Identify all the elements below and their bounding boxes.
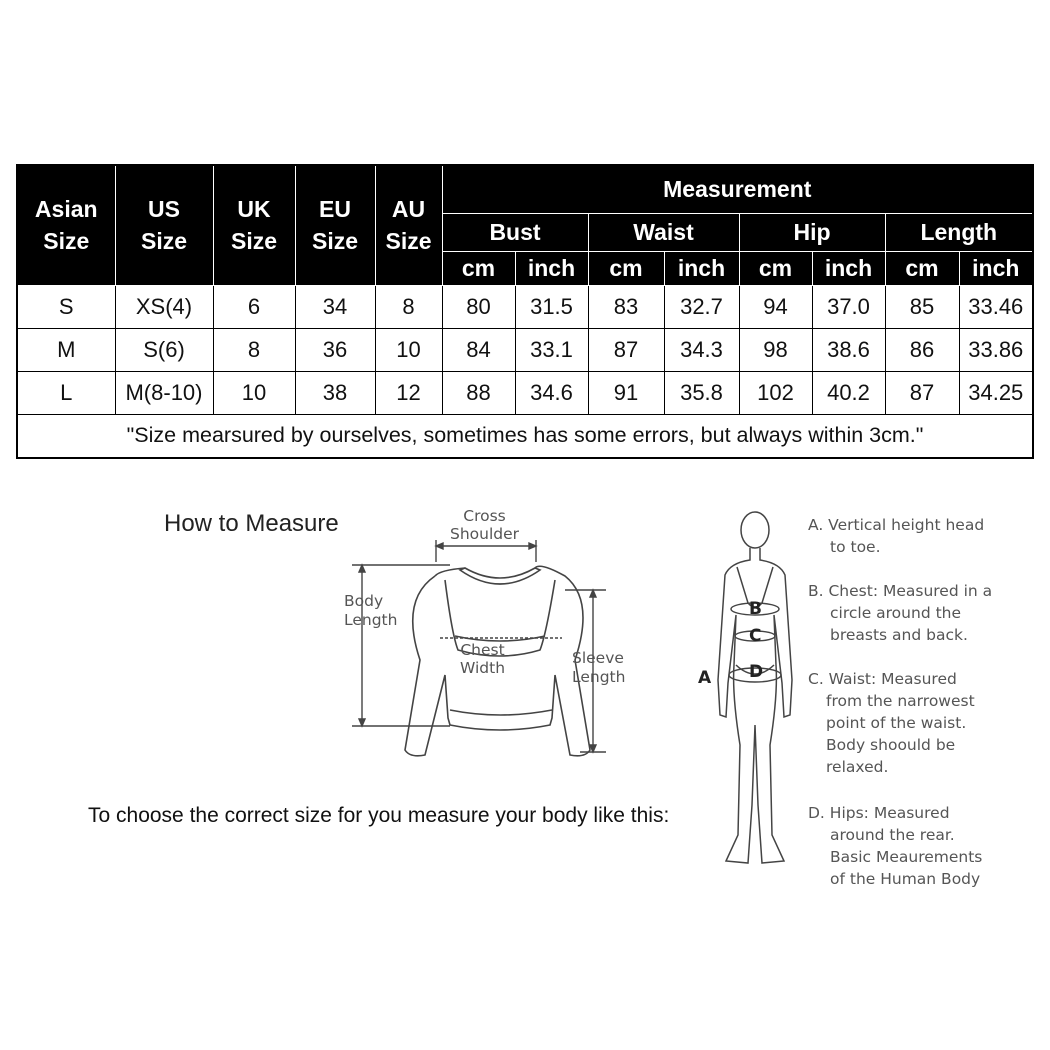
table-cell: M(8-10) <box>115 371 213 414</box>
table-cell: L <box>17 371 115 414</box>
table-cell: 8 <box>375 285 442 328</box>
header-unit: inch <box>959 251 1033 285</box>
cross-shoulder-label: Cross Shoulder <box>450 507 520 543</box>
header-measurement: Measurement <box>442 165 1033 213</box>
human-body-figure <box>710 505 800 875</box>
table-cell: 33.86 <box>959 328 1033 371</box>
table-cell: 84 <box>442 328 515 371</box>
table-cell: 86 <box>885 328 959 371</box>
table-cell: 80 <box>442 285 515 328</box>
size-note: "Size mearsured by ourselves, sometimes has some errors, but always within 3cm." <box>17 414 1033 458</box>
how-to-measure-title: How to Measure <box>164 510 339 537</box>
header-unit: cm <box>588 251 664 285</box>
letter-b: B <box>749 599 762 619</box>
table-cell: 83 <box>588 285 664 328</box>
header-bust: Bust <box>442 213 588 251</box>
chest-width-label: Chest Width <box>460 641 506 677</box>
body-length-label: Body Length <box>344 592 398 629</box>
header-unit: cm <box>442 251 515 285</box>
header-length: Length <box>885 213 1033 251</box>
header-unit: cm <box>885 251 959 285</box>
table-cell: 35.8 <box>664 371 739 414</box>
header-hip: Hip <box>739 213 885 251</box>
header-unit: cm <box>739 251 812 285</box>
table-cell: 34.3 <box>664 328 739 371</box>
table-cell: XS(4) <box>115 285 213 328</box>
table-cell: S(6) <box>115 328 213 371</box>
table-cell: 31.5 <box>515 285 588 328</box>
table-cell: 91 <box>588 371 664 414</box>
header-us-size: US Size <box>115 165 213 285</box>
letter-c: C <box>749 626 762 646</box>
letter-a: A <box>698 668 712 688</box>
note-d: D. Hips: Measured around the rear. Basic Meaurements of the Human Body <box>808 804 983 888</box>
header-unit: inch <box>812 251 885 285</box>
table-cell: 10 <box>375 328 442 371</box>
size-chart-table <box>16 164 1034 459</box>
table-cell: 38.6 <box>812 328 885 371</box>
table-cell: 34 <box>295 285 375 328</box>
table-cell: 94 <box>739 285 812 328</box>
table-cell: M <box>17 328 115 371</box>
note-a: A. Vertical height head to toe. <box>808 516 985 556</box>
header-waist: Waist <box>588 213 739 251</box>
measure-instruction: To choose the correct size for you measure your body like this: <box>88 804 670 827</box>
header-eu-size: EU Size <box>295 165 375 285</box>
letter-d: D <box>749 662 764 682</box>
table-cell: 102 <box>739 371 812 414</box>
header-unit: inch <box>664 251 739 285</box>
note-c: C. Waist: Measured from the narrowest point of the waist. Body shoould be relaxed. <box>808 670 975 776</box>
header-unit: inch <box>515 251 588 285</box>
header-asian-size: Asian Size <box>17 165 115 285</box>
table-cell: 37.0 <box>812 285 885 328</box>
table-row <box>17 285 1033 328</box>
note-b: B. Chest: Measured in a circle around the breasts and back. <box>808 582 993 644</box>
table-cell: 6 <box>213 285 295 328</box>
header-au-size: AU Size <box>375 165 442 285</box>
table-cell: 33.1 <box>515 328 588 371</box>
table-row <box>17 328 1033 371</box>
table-cell: 87 <box>885 371 959 414</box>
table-cell: 98 <box>739 328 812 371</box>
table-cell: 34.6 <box>515 371 588 414</box>
table-cell: 40.2 <box>812 371 885 414</box>
table-cell: 87 <box>588 328 664 371</box>
table-cell: S <box>17 285 115 328</box>
table-cell: 32.7 <box>664 285 739 328</box>
header-uk-size: UK Size <box>213 165 295 285</box>
table-cell: 10 <box>213 371 295 414</box>
table-cell: 88 <box>442 371 515 414</box>
table-row <box>17 371 1033 414</box>
table-cell: 85 <box>885 285 959 328</box>
table-cell: 38 <box>295 371 375 414</box>
table-cell: 8 <box>213 328 295 371</box>
table-cell: 33.46 <box>959 285 1033 328</box>
table-cell: 34.25 <box>959 371 1033 414</box>
table-cell: 12 <box>375 371 442 414</box>
sleeve-length-label: Sleeve Length <box>572 649 626 686</box>
table-cell: 36 <box>295 328 375 371</box>
